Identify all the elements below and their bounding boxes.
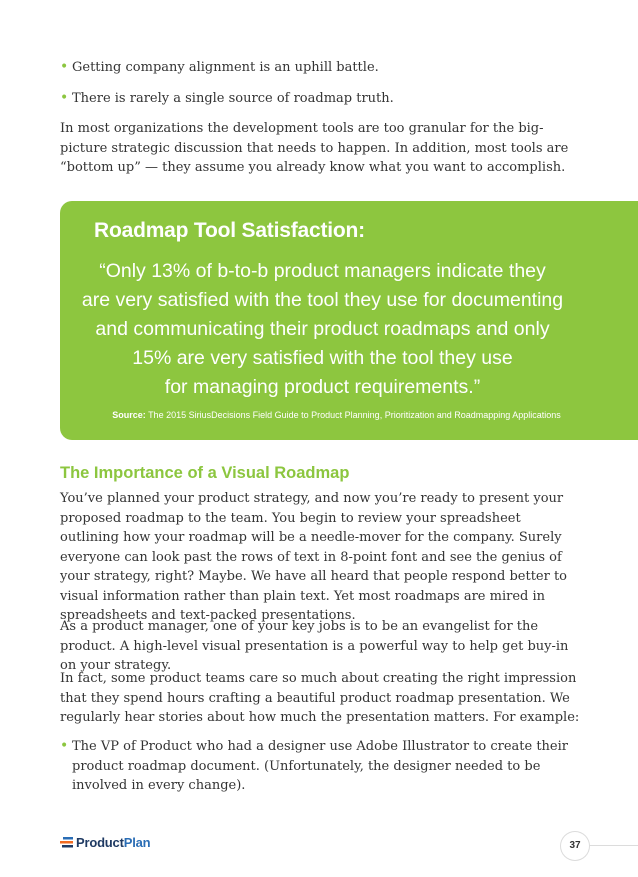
- quote-line: are very satisfied with the tool they use for documenting: [81, 289, 564, 311]
- page-number: 37: [561, 832, 589, 860]
- logo-stripes-icon: [60, 837, 73, 848]
- body-paragraph: You’ve planned your product strategy, and now you’re ready to present your proposed roadmap to the team. You begin to review your spreadsheet outlining how your roadmap will be a needle-mover for the company. Surely everyone can look past the rows of text in 8-point font and see the genius of your strategy, right? Maybe. We have all heard that people respond better to visual information rather than plain text. Yet most roadmaps are mired in spreadsheets and text-packed presentations.: [60, 491, 568, 623]
- bullet-dot-icon: •: [60, 90, 69, 106]
- source-text: The 2015 SiriusDecisions Field Guide to Product Planning, Prioritization and Roadmapping Applications: [148, 410, 561, 420]
- source-label: Source:: [112, 410, 146, 420]
- bullet-text: There is rarely a single source of roadmap truth.: [72, 91, 394, 106]
- list-item: [60, 737, 580, 796]
- quote-line: “Only 13% of b-to-b product managers indicate they: [99, 260, 546, 282]
- body-paragraph: As a product manager, one of your key jobs is to be an evangelist for the product. A high-level visual presentation is a powerful way to help get buy-in on your strategy.: [60, 619, 569, 673]
- bullet-dot-icon: •: [60, 59, 69, 75]
- quote-line: for managing product requirements.”: [164, 376, 481, 398]
- productplan-logo: [60, 834, 150, 850]
- bullet-dot-icon: •: [60, 738, 69, 754]
- quote-line: 15% are very satisfied with the tool they use: [132, 347, 513, 369]
- intro-paragraph: In most organizations the development tools are too granular for the big-picture strategic discussion that needs to happen. In addition, most tools are “bottom up” — they assume you already know what you want to accomplish.: [60, 121, 569, 175]
- section-heading: The Importance of a Visual Roadmap: [60, 464, 350, 482]
- callout-source: [60, 409, 613, 421]
- callout-quote: [60, 257, 585, 402]
- list-item: [60, 89, 580, 108]
- footer-rule: [589, 845, 638, 846]
- bullet-text: Getting company alignment is an uphill battle.: [72, 60, 379, 75]
- bullet-list-bottom: [60, 737, 580, 808]
- callout-title: Roadmap Tool Satisfaction:: [94, 219, 365, 242]
- quote-line: and communicating their product roadmaps and only: [95, 318, 550, 340]
- callout-box: [60, 201, 638, 440]
- list-item: [60, 58, 580, 77]
- body-paragraph: In fact, some product teams care so much about creating the right impression that they spend hours crafting a beautiful product roadmap presentation. We regularly hear stories about how much the presentation matters. For example:: [60, 671, 580, 725]
- bullet-list-top: [60, 58, 580, 120]
- logo-text: ProductPlan: [76, 834, 151, 850]
- bullet-text: The VP of Product who had a designer use Adobe Illustrator to create their product roadmap document. (Unfortunately, the designer needed to be involved in every change).: [72, 739, 568, 793]
